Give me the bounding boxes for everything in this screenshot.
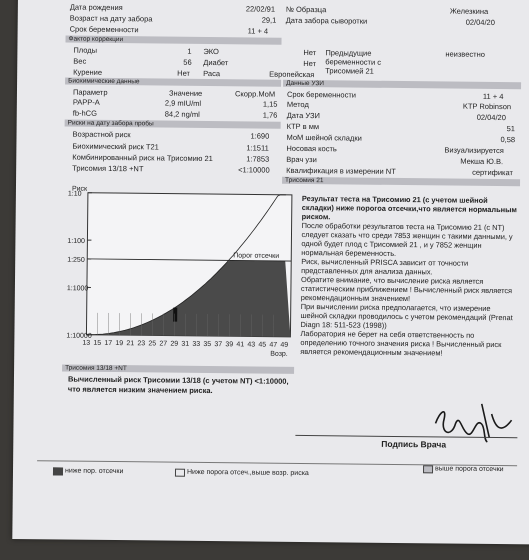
uzi-method-value: KTP Robinson [462,101,512,112]
conclusion-text-1: После обработки результатов теста на Трисомию 21 (с NT) следует сказать что среди 7853 женщин с такими данными, у одной будет плод с Трисомией 21 , и у 7852 женщин нормальная беременность. [301,220,513,258]
x-tick-label: 37 [214,341,223,349]
uzi-ktr-label: КТР в мм [286,121,320,132]
uzi-mom-value: 0,58 [500,135,516,145]
col-param: Параметр [72,87,108,97]
x-tick-label: 29 [170,340,179,348]
risk-label: Комбинированный риск на Трисомию 21 [72,152,213,164]
eco-value: Нет [303,47,317,58]
eco-label: ЭКО [203,46,219,57]
x-tick-label: 31 [181,340,190,348]
uzi-doctor-value: Мекша Ю.В. [460,156,504,167]
legend-below-swatch [53,467,63,475]
legend-below-label: ниже пор. отсечки [64,467,124,476]
uzi-nose-label: Носовая кость [286,143,337,154]
trisomy21-header: Трисомия 21 [282,177,520,186]
biochem-row-mom: 1,76 [262,110,278,120]
legend-between-label: Ниже порога отсеч.,выше возр. риска [186,468,309,478]
biochem-row-mom: 1,15 [262,99,278,109]
x-tick-label: 25 [148,340,157,348]
uzi-date-label: Дата УЗИ [286,110,321,121]
x-tick-label: 13 [82,339,91,347]
biochem-row-name: PAPP-A [72,97,100,107]
serum-date-value: 02/04/20 [465,17,495,27]
sample-no-value: Железкина [449,6,489,16]
t1318-text: Вычисленный риск Трисомии 13/18 (с учетом NT) <1:10000, что является низким значением риска. [67,374,289,396]
prev-value: неизвестно [445,49,485,59]
patient-marker [173,308,177,322]
race-label: Раса [203,68,221,79]
term-label: Срок беременности [69,24,139,35]
fetuses-label: Плоды [73,45,98,55]
uzi-doctor-label: Врач узи [286,154,317,165]
y-tick-label: 1:100 [67,237,85,246]
term-value: 11 + 4 [247,26,269,36]
weight-value: 56 [183,57,192,67]
x-axis-label: Возр. [270,350,288,358]
legend-above-label: выше порога отсечки [435,465,504,474]
x-tick-label: 27 [159,340,168,348]
uzi-term-value: 11 + 4 [482,91,504,102]
conclusion-text-2: Риск, вычисленный PRISCA зависит от точности представленных для анализа данных. [301,256,469,277]
birth-value: 22/02/91 [245,4,276,14]
uzi-term-label: Срок беременности [286,89,357,100]
risk-value: 1:690 [250,131,270,141]
x-tick-label: 17 [104,339,113,348]
risk-label: Биохимический риск Т21 [72,141,159,152]
conclusion-text-5: Лаборатория не берет на себя ответственность по определению точного значения риска ! Вычисленный риск является рекомендационным значением! [300,328,502,358]
risk-value: 1:1511 [246,143,269,153]
birth-label: Дата рождения [69,2,123,13]
legend-between-swatch [175,469,185,477]
conclusion-text-3: Обратите внимание, что вычисление риска является статистическим приближением ! Вычисленный риск является рекомендационным значением! [300,274,513,304]
uzi-mom-label: МоМ шейной складки [286,132,362,143]
conclusion-title: Результат теста на Трисомию 21 (с учетом шейной складки) ниже порогоа отсечки,что является нормальным риском. [301,193,517,222]
uzi-header: Данные УЗИ [283,80,521,89]
prev-label-1: Предыдущие [325,48,372,58]
signature-label: Подпись Врача [381,438,447,450]
risk-chart [62,180,296,358]
biochem-row-value: 2,9 mIU/ml [164,98,202,108]
conclusion-text-4: При вычислении риска предполагается, что измерение шейной складки проводилось с учетом рекомендаций (Prenat Diagn 18: 511-523 (1998)) [300,301,513,330]
x-tick-label: 19 [115,340,124,348]
risk-label: Возрастной риск [72,129,131,140]
age-label: Возраст на дату забора [69,13,153,24]
prev-label-3: Трисомией 21 [325,66,374,76]
risk-value: 1:7853 [246,154,270,164]
uzi-qual-value: сертификат [472,167,514,178]
fetuses-value: 1 [187,46,192,56]
threshold-label: Порог отсечки [233,252,280,260]
x-tick-label: 45 [258,341,267,349]
y-tick-label: 1:10 [67,190,82,198]
biochem-header: Биохимические данные [65,77,281,86]
legend-above-swatch [423,465,433,473]
race-value: Европейская [269,69,315,80]
x-tick-label: 47 [269,341,278,349]
weight-label: Вес [73,56,87,66]
x-tick-label: 41 [236,341,245,349]
x-tick-label: 43 [247,341,256,349]
y-tick-label: 1:250 [67,256,85,264]
uzi-method-label: Метод [286,99,309,110]
x-tick-label: 35 [203,340,212,349]
col-value: Значение [168,88,203,98]
sample-no-label: № Образца [285,4,327,15]
serum-date-label: Дата забора сыворотки [285,15,368,26]
risks-header: Риски на дату забора пробы [65,119,281,128]
age-value: 29,1 [261,15,277,25]
risk-label: Трисомия 13/18 +NT [72,163,144,174]
risk-value: <1:10000 [238,165,270,175]
smoking-label: Курение [73,67,103,77]
conclusion-block [300,194,520,358]
prev-label-2: беременности с [325,57,382,67]
t1318-header: Трисомия 13/18 +NT [62,364,294,373]
x-tick-label: 33 [192,340,201,348]
diabetes-label: Диабет [203,57,229,68]
x-tick-label: 15 [93,339,102,347]
smoking-value: Нет [177,68,191,78]
biochem-row-value: 84,2 ng/ml [164,109,200,119]
report-sheet [12,0,529,545]
x-tick-label: 23 [137,340,146,348]
col-corr: Скорр.МоМ [234,89,276,99]
x-tick-label: 21 [126,340,135,348]
chart-ylabel: Риск [71,185,88,193]
uzi-date-value: 02/04/20 [476,112,506,123]
uzi-ktr-value: 51 [506,124,516,134]
x-tick-label: 49 [280,341,289,349]
x-tick-label: 39 [225,341,234,349]
y-tick-label: 1:1000 [66,285,89,293]
diabetes-value: Нет [303,58,317,69]
uzi-qual-label: Квалификация в измерении NT [286,165,396,176]
uzi-nose-value: Визуализируется [444,145,504,156]
correction-header: Фактор коррекции [65,36,281,45]
y-tick-label: 1:10000 [66,332,92,340]
biochem-row-name: fb-hCG [72,108,97,118]
